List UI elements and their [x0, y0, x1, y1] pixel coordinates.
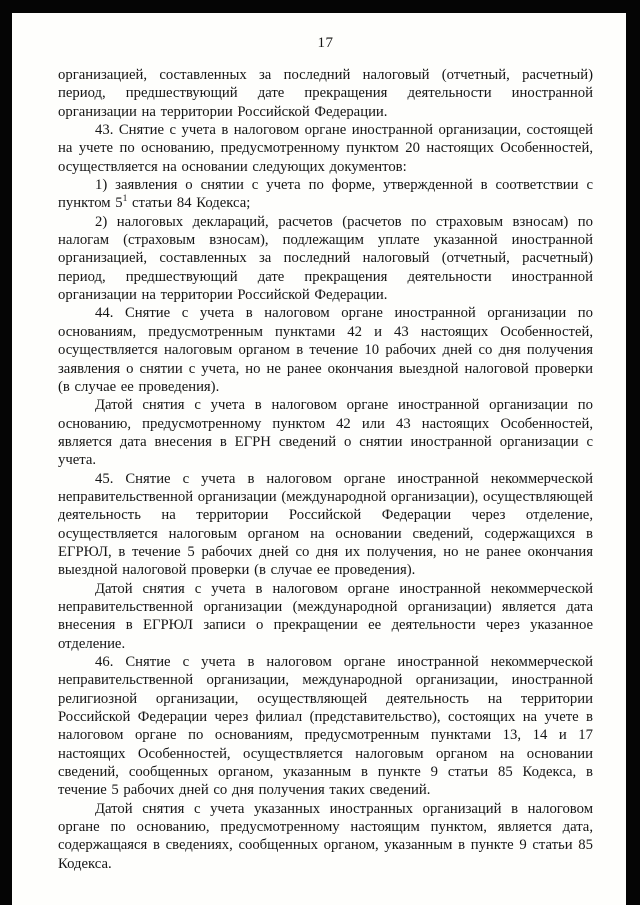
- paragraph-45: 45. Снятие с учета в налоговом органе иностранной некоммерческой неправительственной организации (международной организации), осуществляющей деятельность на территории Российской Федерации через отделение, осуществляется налоговым органом на основании сведений, содержащихся в ЕГРЮЛ, в течение 5 рабочих дней со дня их получения, но не ранее окончания выездной налоговой проверки (в случае ее проведения).: [58, 470, 593, 579]
- footnote-superscript: 1: [122, 194, 128, 205]
- paragraph-43: 43. Снятие с учета в налоговом органе иностранной организации, состоящей на учете по основанию, предусмотренному пунктом 20 настоящих Особенностей, осуществляется на основании следующих документов:: [58, 122, 593, 175]
- paragraph-44: 44. Снятие с учета в налоговом органе иностранной организации по основаниям, предусмотренным пунктами 42 и 43 настоящих Особенностей, осуществляется налоговым органом в течение 10 рабочих дней со дня получения заявления о снятии с учета, но не ранее окончания выездной налоговой проверки (в случае ее проведения).: [58, 305, 593, 395]
- page-border-right: [626, 0, 640, 905]
- list-item-1-text-tail: статьи 84 Кодекса;: [127, 195, 251, 212]
- paragraph-45-date: Датой снятия с учета в налоговом органе иностранной некоммерческой неправительственной организации (международной организации) является дата внесения в ЕГРЮЛ записи о прекращении ее деятельности через указанное отделение.: [58, 580, 593, 652]
- page-number: 17: [317, 35, 334, 51]
- list-item-1-text: 1) заявления о снятии с учета по форме, утвержденной в соответствии с пунктом 5: [58, 177, 593, 212]
- paragraph-46-date: Датой снятия с учета указанных иностранных организаций в налоговом органе по основанию, предусмотренному настоящим пунктом, является дата, содержащаяся в сведениях, сообщенных органом, указанным в пункте 9 статьи 85 Кодекса.: [58, 800, 593, 872]
- paragraph-44-date: Датой снятия с учета в налоговом органе иностранной организации по основанию, предусмотренному пунктом 42 или 43 настоящих Особенностей, является дата внесения в ЕГРН сведений о снятии иностранной организации с учета.: [58, 397, 593, 469]
- page-border-top: [0, 0, 640, 13]
- page-content: [12, 13, 626, 905]
- page-border-left: [0, 0, 12, 905]
- paragraph-continuation: организацией, составленных за последний налоговый (отчетный, расчетный) период, предшествующий дате прекращения деятельности иностранной организации на территории Российской Федерации.: [58, 67, 593, 120]
- list-item-2: 2) налоговых деклараций, расчетов (расчетов по страховым взносам) по налогам (страховым взносам), подлежащим уплате указанной иностранной организацией, составленных за последний налоговый (отчетный, расчетный) период, предшествующий дате прекращения деятельности иностранной организации на территории Российской Федерации.: [58, 213, 593, 304]
- list-item-1: [58, 176, 593, 213]
- paragraph-46: 46. Снятие с учета в налоговом органе иностранной некоммерческой неправительственной организации, международной организации, иностранной религиозной организации, осуществляющей деятельность на территории Российской Федерации через филиал (представительство), состоящих на учете в налоговом органе по основаниям, предусмотренным пунктами 13, 14 и 17 настоящих Особенностей, осуществляется налоговым органом на основании сведений, сообщенных органом, указанным в пункте 9 статьи 85 Кодекса, в течение 5 рабочих дней со дня получения таких сведений.: [58, 654, 593, 799]
